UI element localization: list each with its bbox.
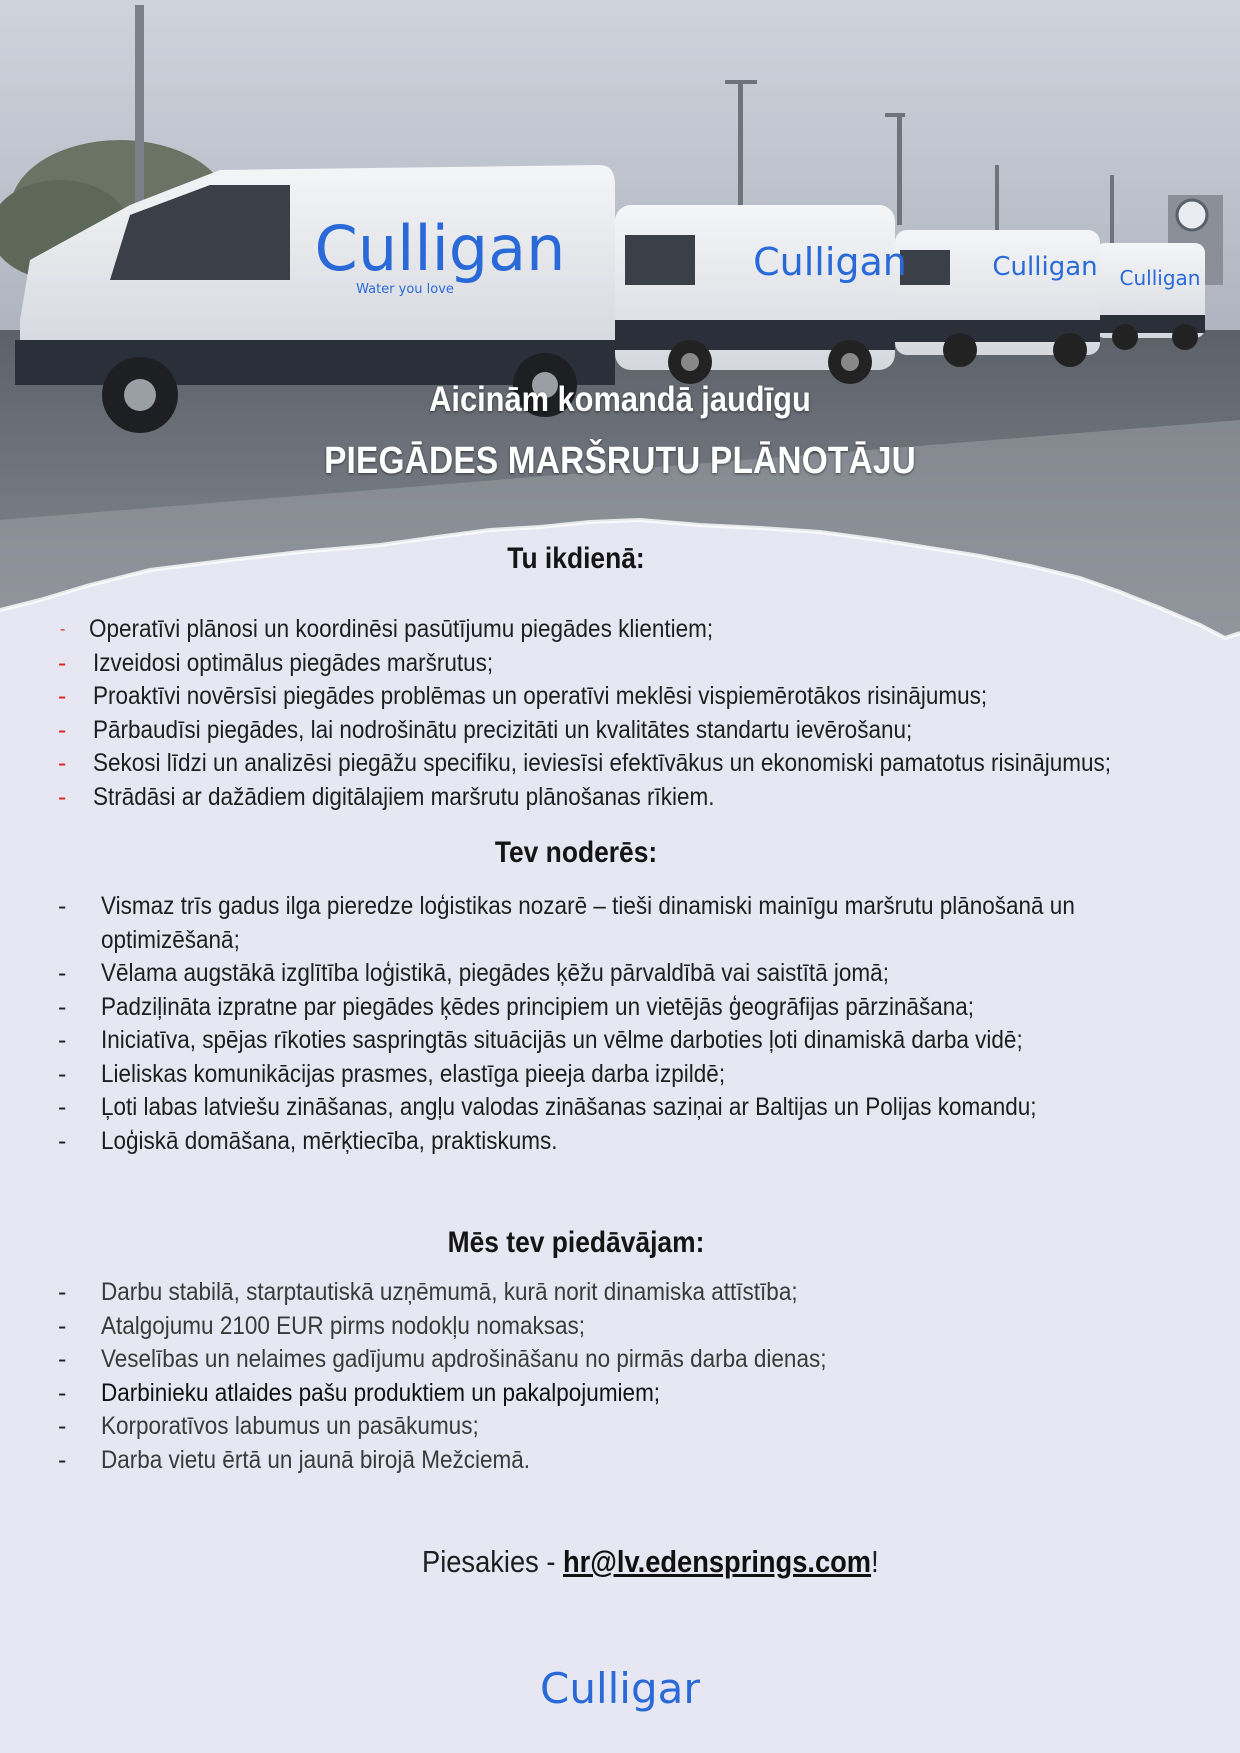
apply-suffix: ! — [871, 1544, 879, 1579]
van-second — [615, 205, 907, 384]
daily-list — [0, 613, 1224, 814]
svg-text:Culligan: Culligan — [753, 240, 907, 284]
list-item: - Veselības un nelaimes gadījumu apdrošināšanu no pirmās darba dienas; — [58, 1345, 827, 1373]
list-item: - Izveidosi optimālus piegādes maršrutus; — [58, 648, 494, 677]
svg-text:Culligan: Culligan — [1119, 266, 1201, 290]
apply-line — [422, 1544, 879, 1580]
list-item: - Darba vietu ērtā un jaunā birojā Mežciemā. — [58, 1445, 530, 1474]
hero-subtitle: Aicinām komandā jaudīgu — [429, 380, 811, 419]
list-item: - Proaktīvi novērsīsi piegādes problēmas un operatīvi meklēsi vispiemērotākos risinājumus; — [58, 682, 988, 710]
list-item: - Ļoti labas latviešu zināšanas, angļu valodas zināšanas saziņai ar Baltijas un Polijas komandu; — [58, 1093, 1037, 1121]
apply-email-link[interactable]: hr@lv.edensprings.com — [563, 1544, 872, 1579]
list-item: - Darbu stabilā, starptautiskā uzņēmumā, kurā norit dinamiska attīstība; — [58, 1278, 798, 1306]
list-item: - Atalgojumu 2100 EUR pirms nodokļu nomaksas; — [58, 1311, 586, 1340]
offer-list — [0, 1276, 907, 1477]
list-item: - Pārbaudīsi piegādes, lai nodrošinātu precizitāti un kvalitātes standartu ievērošanu; — [58, 715, 913, 744]
requirements-list — [0, 890, 1240, 1158]
list-item: - Darbinieku atlaides pašu produktiem un pakalpojumiem; — [58, 1378, 661, 1407]
svg-text:Culligan: Culligan — [540, 1664, 700, 1713]
list-item: - Vēlama augstākā izglītība loģistikā, piegādes ķēžu pārvaldībā vai saistītā jomā; — [58, 959, 889, 987]
list-item: - Strādāsi ar dažādiem digitālajiem maršrutu plānošanas rīkiem. — [58, 782, 715, 811]
svg-text:Water you love: Water you love — [356, 282, 454, 297]
requirements-heading: Tev noderēs: — [494, 836, 658, 869]
list-item: - Operatīvi plānosi un koordinēsi pasūtījumu piegādes klientiem; — [60, 615, 714, 643]
offer-heading: Mēs tev piedāvājam: — [447, 1226, 705, 1259]
list-item: - Korporatīvos labumus un pasākumus; — [58, 1412, 479, 1440]
list-item: - Lieliskas komunikācijas prasmes, elastīga pieeja darba izpildē; — [58, 1059, 726, 1088]
hero-title: PIEGĀDES MARŠRUTU PLĀNOTĀJU — [324, 440, 916, 482]
list-item: - Sekosi līdzi un analizēsi piegāžu specifiku, ieviesīsi efektīvākus un ekonomiski pamatotus risinājumus; — [58, 749, 1111, 777]
list-item: - Padziļināta izpratne par piegādes ķēdes principiem un vietējās ģeogrāfijas pārzināšana; — [58, 992, 975, 1021]
svg-text:Culligan: Culligan — [314, 212, 566, 285]
list-item: - Loģiskā domāšana, mērķtiecība, praktiskums. — [58, 1126, 558, 1155]
culligan-logo — [540, 1655, 700, 1730]
van-third — [895, 230, 1100, 367]
daily-heading: Tu ikdienā: — [507, 542, 645, 575]
apply-prefix: Piesakies - — [422, 1544, 564, 1579]
list-item: - Iniciatīva, spējas rīkoties saspringtās situācijās un vēlme darboties ļoti dinamiskā darba vidē; — [58, 1026, 1023, 1054]
list-item: - Vismaz trīs gadus ilga pieredze loģistikas nozarē – tieši dinamiski mainīgu maršrutu plānošanā un optimizēšanā; — [58, 892, 1075, 954]
van-far — [1095, 243, 1205, 350]
svg-text:Culligan: Culligan — [992, 252, 1098, 282]
